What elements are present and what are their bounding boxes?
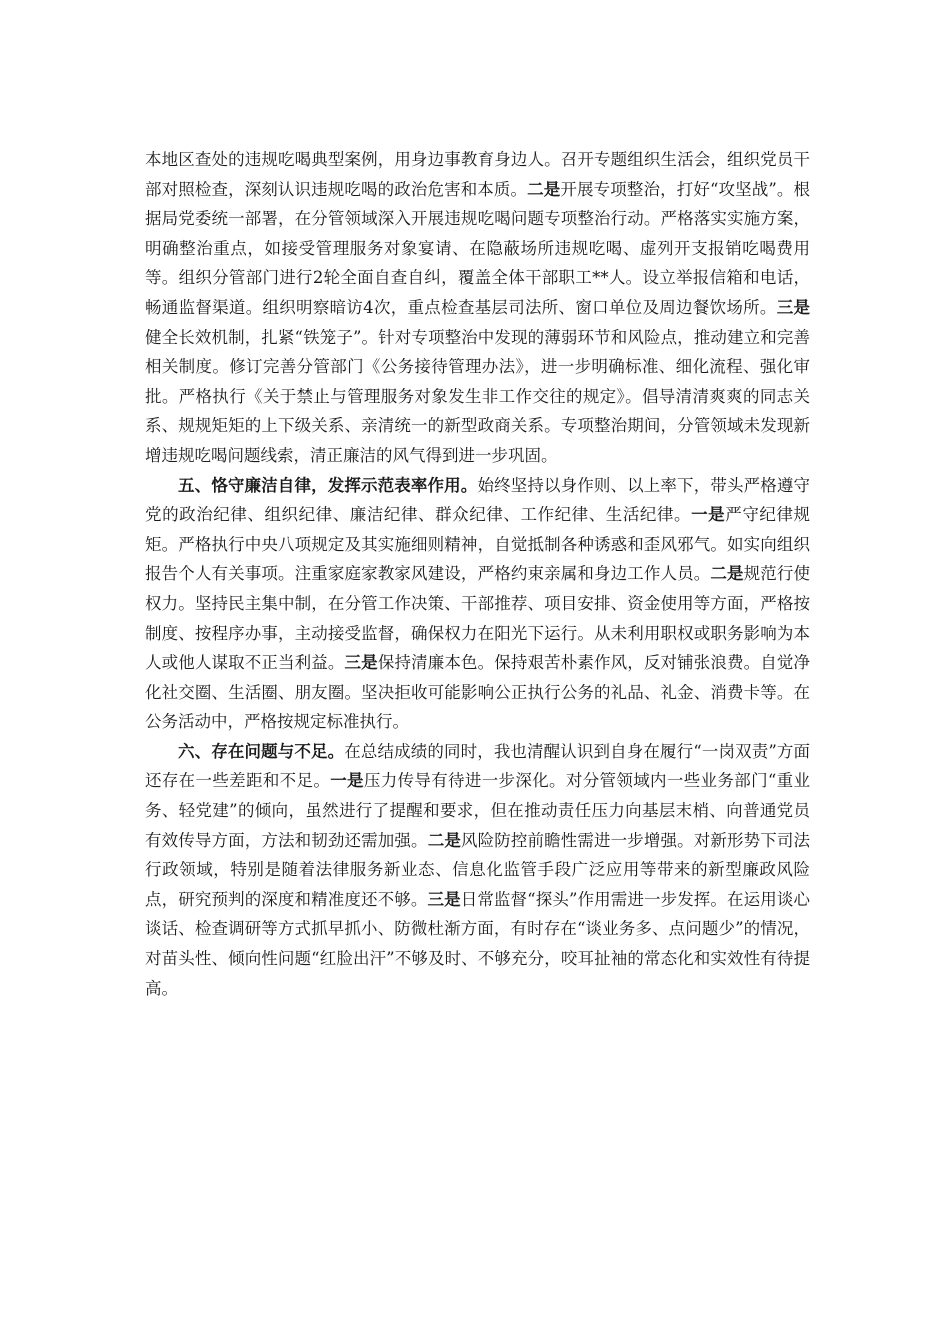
bold-marker: 三是 [776,297,811,317]
text-run: 保持清廉本色。保持艰苦朴素作风，反对铺张浪费。自觉净化社交圈、生活圈、朋友圈。坚决拒收可能影响公正执行公务的礼品、礼金、消费卡等。在公务活动中，严格按规定标准执行。 [145,653,811,732]
paragraph-section-six [145,737,810,1003]
bold-marker: 三是 [344,653,378,673]
text-run: 始终坚持以身作则、以上率下，带头严格遵守党的政治纪律、组织纪律、廉洁纪律、群众纪律、工作纪律、生活纪律。 [145,475,811,525]
bold-marker: 三是 [427,889,461,909]
text-run: 严守纪律规矩。严格执行中央八项规定及其实施细则精神，自觉抵制各种诱惑和歪风邪气。如实向组织报告个人有关事项。注重家庭家教家风建设，严格约束亲属和身边工作人员。 [145,505,811,584]
section-heading: 五、恪守廉洁自律，发挥示范表率作用。 [178,475,478,495]
section-heading: 六、存在问题与不足。 [178,741,345,761]
text-run: 规范行使权力。坚持民主集中制，在分管工作决策、干部推荐、项目安排、资金使用等方面，严格按制度、按程序办事，主动接受监督，确保权力在阳光下运行。从未利用职权或职务影响为本人或他人谋取不正当利益。 [145,564,811,673]
bold-marker: 一是 [330,771,364,791]
bold-marker: 一是 [691,505,726,525]
bold-marker: 二是 [710,564,744,584]
text-run: 日常监督“探头”作用需进一步发挥。在运用谈心谈话、检查调研等方式抓早抓小、防微杜渐方面，有时存在“谈业务多、点问题少”的情况，对苗头性、倾向性问题“红脸出汗”不够及时、不够充分，咬耳扯袖的常态化和实效性有待提高。 [145,889,811,998]
text-run: 开展专项整治，打好“攻坚战”。根据局党委统一部署，在分管领域深入开展违规吃喝问题专项整治行动。严格落实实施方案，明确整治重点，如接受管理服务对象宴请、在隐蔽场所违规吃喝、虚列开支报销吃喝费用等。组织分管部门进行2轮全面自查自纠，覆盖全体干部职工**人。设立举报信箱和电话，畅通监督渠道。组织明察暗访4次，重点检查基层司法所、窗口单位及周边餐饮场所。 [145,179,811,317]
text-run: 在总结成绩的同时，我也清醒认识到自身在履行“一岗双责”方面还存在一些差距和不足。 [145,741,810,791]
text-run: 健全长效机制，扎紧“铁笼子”。针对专项整治中发现的薄弱环节和风险点，推动建立和完善相关制度。修订完善分管部门《公务接待管理办法》，进一步明确标准、细化流程、强化审批。严格执行《关于禁止与管理服务对象发生非工作交往的规定》。倡导清清爽爽的同志关系、规规矩矩的上下级关系、亲清统一的新型政商关系。专项整治期间，分管领域未发现新增违规吃喝问题线索，清正廉洁的风气得到进一步巩固。 [145,327,810,465]
text-run: 压力传导有待进一步深化。对分管领域内一些业务部门“重业务、轻党建”的倾向，虽然进行了提醒和要求，但在推动责任压力向基层末梢、向普通党员有效传导方面，方法和韧劲还需加强。 [145,771,811,850]
paragraph-section-five [145,471,810,737]
bold-marker: 二是 [527,179,561,199]
text-run: 风险防控前瞻性需进一步增强。对新形势下司法行政领域，特别是随着法律服务新业态、信息化监管手段广泛应用等带来的新型廉政风险点，研究预判的深度和精准度还不够。 [145,830,811,909]
text-run: 本地区查处的违规吃喝典型案例，用身边事教育身边人。召开专题组织生活会，组织党员干部对照检查，深刻认识违规吃喝的政治危害和本质。 [145,150,810,199]
paragraph-rectification [145,145,810,471]
bold-marker: 二是 [427,830,461,850]
document-body [145,145,810,1003]
